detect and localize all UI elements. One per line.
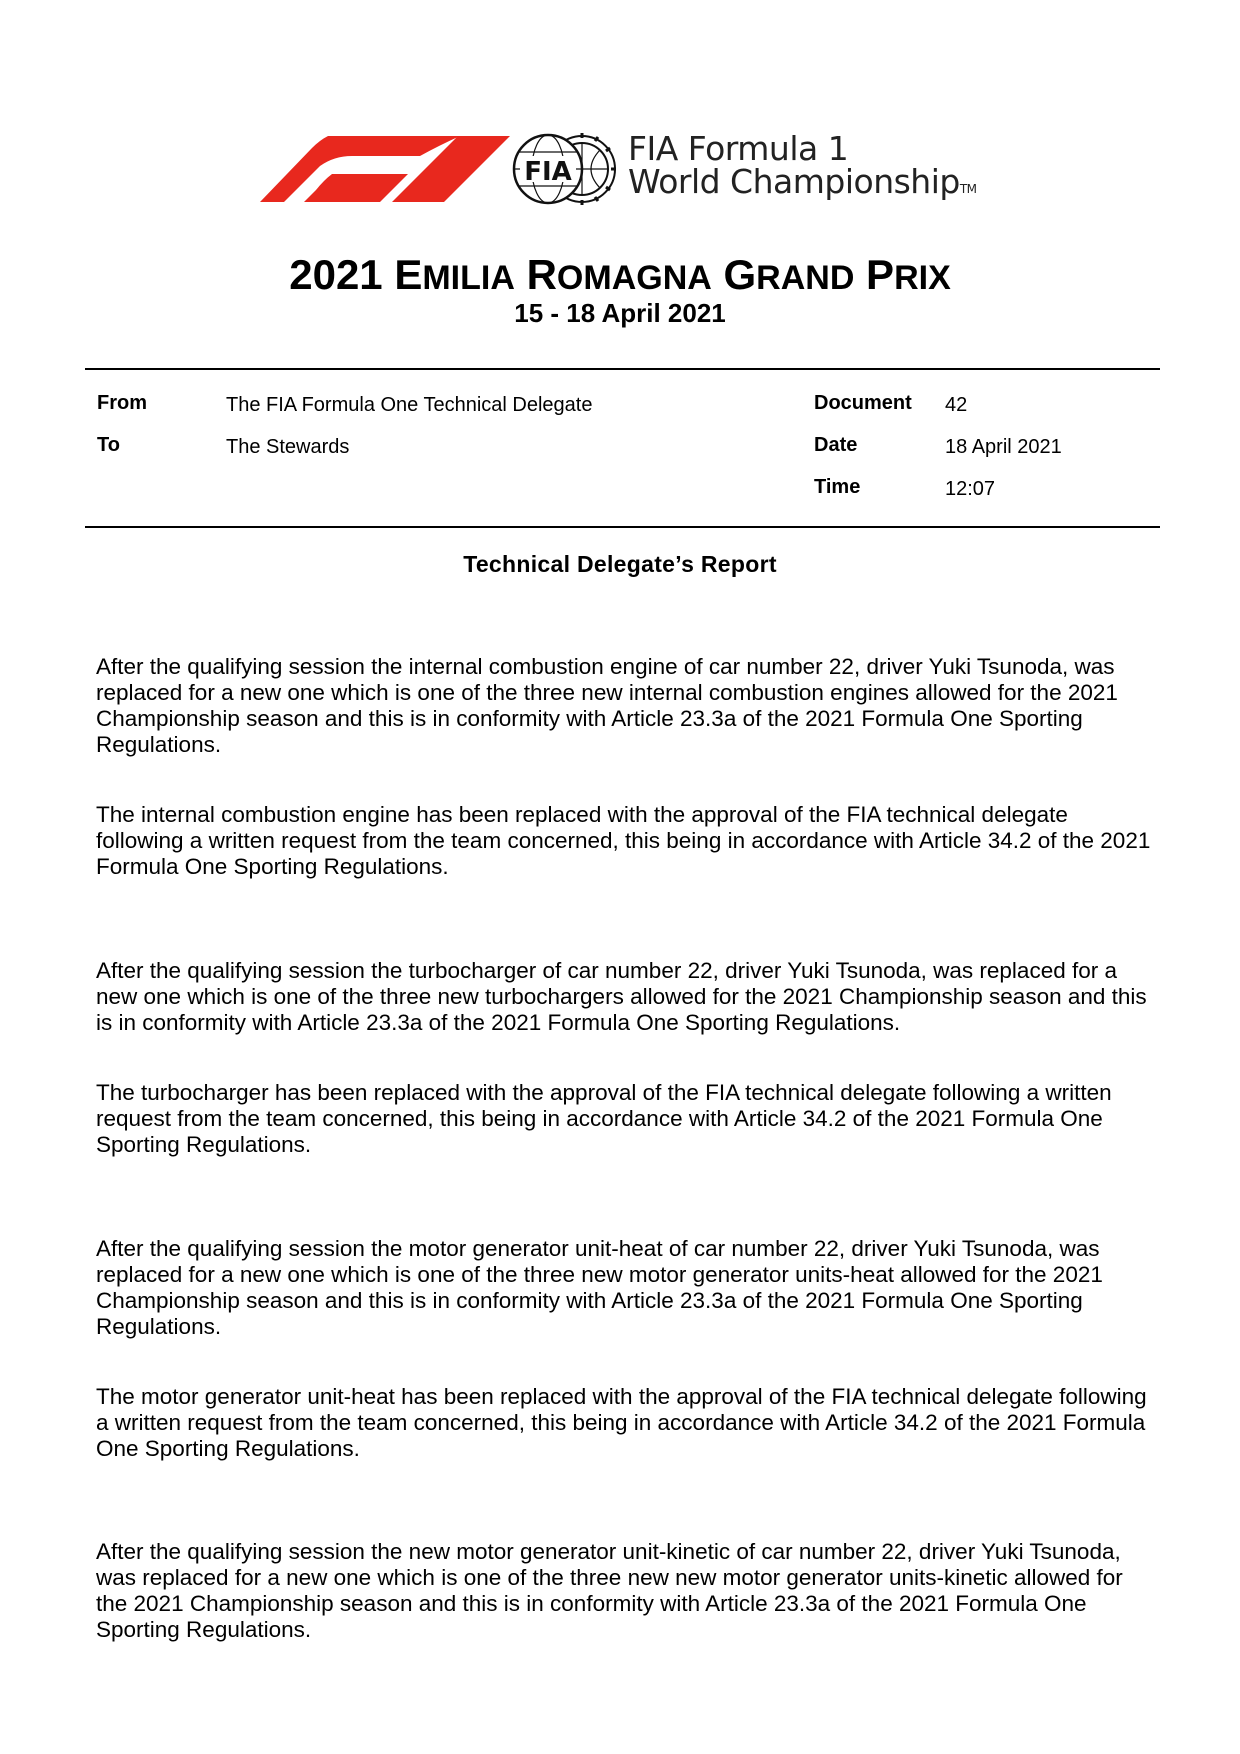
divider-top	[85, 368, 1160, 370]
paragraph-ice-approval: The internal combustion engine has been replaced with the approval of the FIA technical delegate following a written request from the team concerned, this being in accordance with Article 34.2 of the 2021 Formula One Sporting Regulations.	[96, 802, 1151, 879]
divider-bottom	[85, 526, 1160, 528]
fia-globe-logo-icon	[512, 130, 620, 208]
paragraph-mguh-replacement: After the qualifying session the motor generator unit-heat of car number 22, driver Yuki Tsunoda, was replaced for a new one which is one of the three new motor generator units-heat allowed for the 2021 Championship season and this is in conformity with Article 23.3a of the 2021 Formula One Sporting Regulations.	[96, 1236, 1103, 1339]
report-title: Technical Delegate’s Report	[463, 551, 777, 577]
to-value: The Stewards	[226, 436, 350, 458]
svg-text:FIA: FIA	[524, 157, 572, 187]
paragraph-mguh-approval: The motor generator unit-heat has been replaced with the approval of the FIA technical delegate following a written request from the team concerned, this being in accordance with Article 34.2 of the 2021 Formula One Sporting Regulations.	[96, 1384, 1147, 1461]
time-label: Time	[814, 476, 861, 498]
to-label: To	[97, 434, 120, 456]
logo-header	[260, 126, 1020, 216]
championship-wordmark	[628, 129, 977, 206]
document-label: Document	[814, 392, 912, 414]
from-label: From	[97, 392, 147, 414]
paragraph-turbo-approval: The turbocharger has been replaced with the approval of the FIA technical delegate following a written request from the team concerned, this being in accordance with Article 34.2 of the 2021 Formula One Sporting Regulations.	[96, 1080, 1112, 1157]
f1-logo-icon	[260, 136, 510, 202]
date-value: 18 April 2021	[945, 436, 1062, 458]
event-dates: 15 - 18 April 2021	[514, 298, 726, 328]
paragraph-mguk-replacement: After the qualifying session the new motor generator unit-kinetic of car number 22, driver Yuki Tsunoda, was replaced for a new one which is one of the three new new motor generator units-kinetic allowed for the 2021 Championship season and this is in conformity with Article 23.3a of the 2021 Formula One Sporting Regulations.	[96, 1539, 1123, 1642]
trademark: TM	[959, 182, 977, 196]
document-value: 42	[945, 394, 968, 416]
championship-line-1: FIA Formula 1	[628, 129, 849, 168]
time-value: 12:07	[945, 478, 996, 500]
event-title: 2021 EMILIA ROMAGNA GRAND PRIX	[289, 251, 951, 298]
championship-line-2: World ChampionshipTM	[628, 162, 977, 201]
paragraph-ice-replacement: After the qualifying session the internal combustion engine of car number 22, driver Yuki Tsunoda, was replaced for a new one which is one of the three new internal combustion engines allowed for the 2021 Championship season and this is in conformity with Article 23.3a of the 2021 Formula One Sporting Regulations.	[96, 654, 1118, 757]
paragraph-turbo-replacement: After the qualifying session the turbocharger of car number 22, driver Yuki Tsunoda, was replaced for a new one which is one of the three new turbochargers allowed for the 2021 Championship season and this is in conformity with Article 23.3a of the 2021 Formula One Sporting Regulations.	[96, 958, 1147, 1035]
date-label: Date	[814, 434, 858, 456]
from-value: The FIA Formula One Technical Delegate	[226, 394, 593, 416]
